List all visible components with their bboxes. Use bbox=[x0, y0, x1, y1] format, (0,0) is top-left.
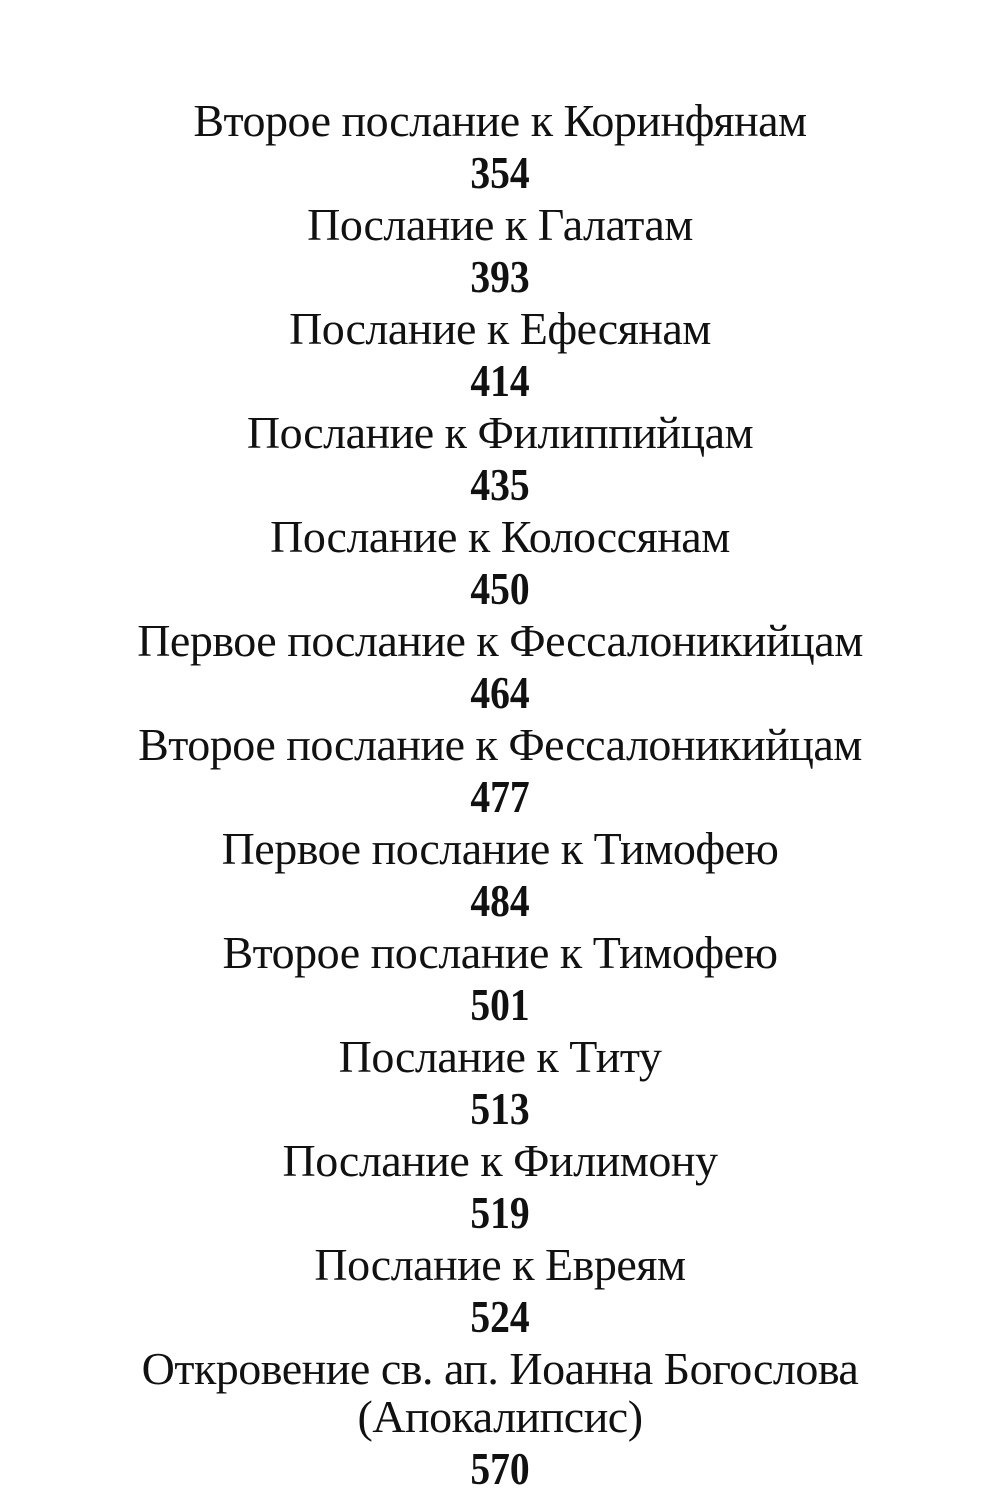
toc-entry-title: Послание к Филиппийцам bbox=[246, 407, 754, 458]
toc-entry bbox=[0, 304, 1000, 408]
toc-entry bbox=[0, 408, 1000, 512]
table-of-contents bbox=[0, 96, 1000, 1496]
toc-entry-title: Послание к Евреям bbox=[314, 1239, 686, 1290]
toc-entry bbox=[0, 720, 1000, 824]
toc-entry-page-number: 570 bbox=[470, 1443, 530, 1494]
toc-entry-page-number: 435 bbox=[470, 459, 530, 510]
toc-entry bbox=[0, 200, 1000, 304]
toc-entry bbox=[0, 1240, 1000, 1344]
toc-entry-page-number: 501 bbox=[470, 979, 530, 1030]
toc-entry bbox=[0, 512, 1000, 616]
toc-entry-page-number: 519 bbox=[470, 1187, 530, 1238]
toc-entry-title: Послание к Титу bbox=[338, 1031, 662, 1082]
toc-entry bbox=[0, 96, 1000, 200]
toc-entry bbox=[0, 824, 1000, 928]
toc-entry-page-number: 513 bbox=[470, 1083, 530, 1134]
toc-entry-title-subtitle: (Апокалипсис) bbox=[357, 1391, 643, 1442]
toc-entry-title: Первое послание к Тимофею bbox=[221, 823, 779, 874]
toc-entry-title: Послание к Галатам bbox=[307, 199, 693, 250]
toc-entry-title: Послание к Филимону bbox=[282, 1135, 718, 1186]
toc-entry-title: Второе послание к Тимофею bbox=[222, 927, 778, 978]
toc-entry-page-number: 414 bbox=[470, 355, 530, 406]
toc-entry-title: Второе послание к Коринфянам bbox=[193, 95, 807, 146]
toc-entry-page-number: 464 bbox=[470, 667, 530, 718]
toc-entry-title: Послание к Колоссянам bbox=[270, 511, 730, 562]
toc-entry bbox=[0, 1032, 1000, 1136]
toc-entry-title: Второе послание к Фессалоникийцам bbox=[138, 719, 862, 770]
toc-entry-title: Откровение св. ап. Иоанна Богослова bbox=[141, 1343, 859, 1394]
toc-entry-page-number: 354 bbox=[470, 147, 530, 198]
toc-entry-page-number: 524 bbox=[470, 1291, 530, 1342]
toc-entry-title: Первое послание к Фессалоникийцам bbox=[137, 615, 863, 666]
toc-entry-title: Послание к Ефесянам bbox=[289, 303, 711, 354]
toc-entry-page-number: 484 bbox=[470, 875, 530, 926]
toc-entry bbox=[0, 1136, 1000, 1240]
toc-entry bbox=[0, 928, 1000, 1032]
toc-entry-page-number: 393 bbox=[470, 251, 530, 302]
toc-entry-page-number: 450 bbox=[470, 563, 530, 614]
toc-entry bbox=[0, 616, 1000, 720]
toc-entry-page-number: 477 bbox=[470, 771, 530, 822]
toc-entry bbox=[0, 1344, 1000, 1496]
